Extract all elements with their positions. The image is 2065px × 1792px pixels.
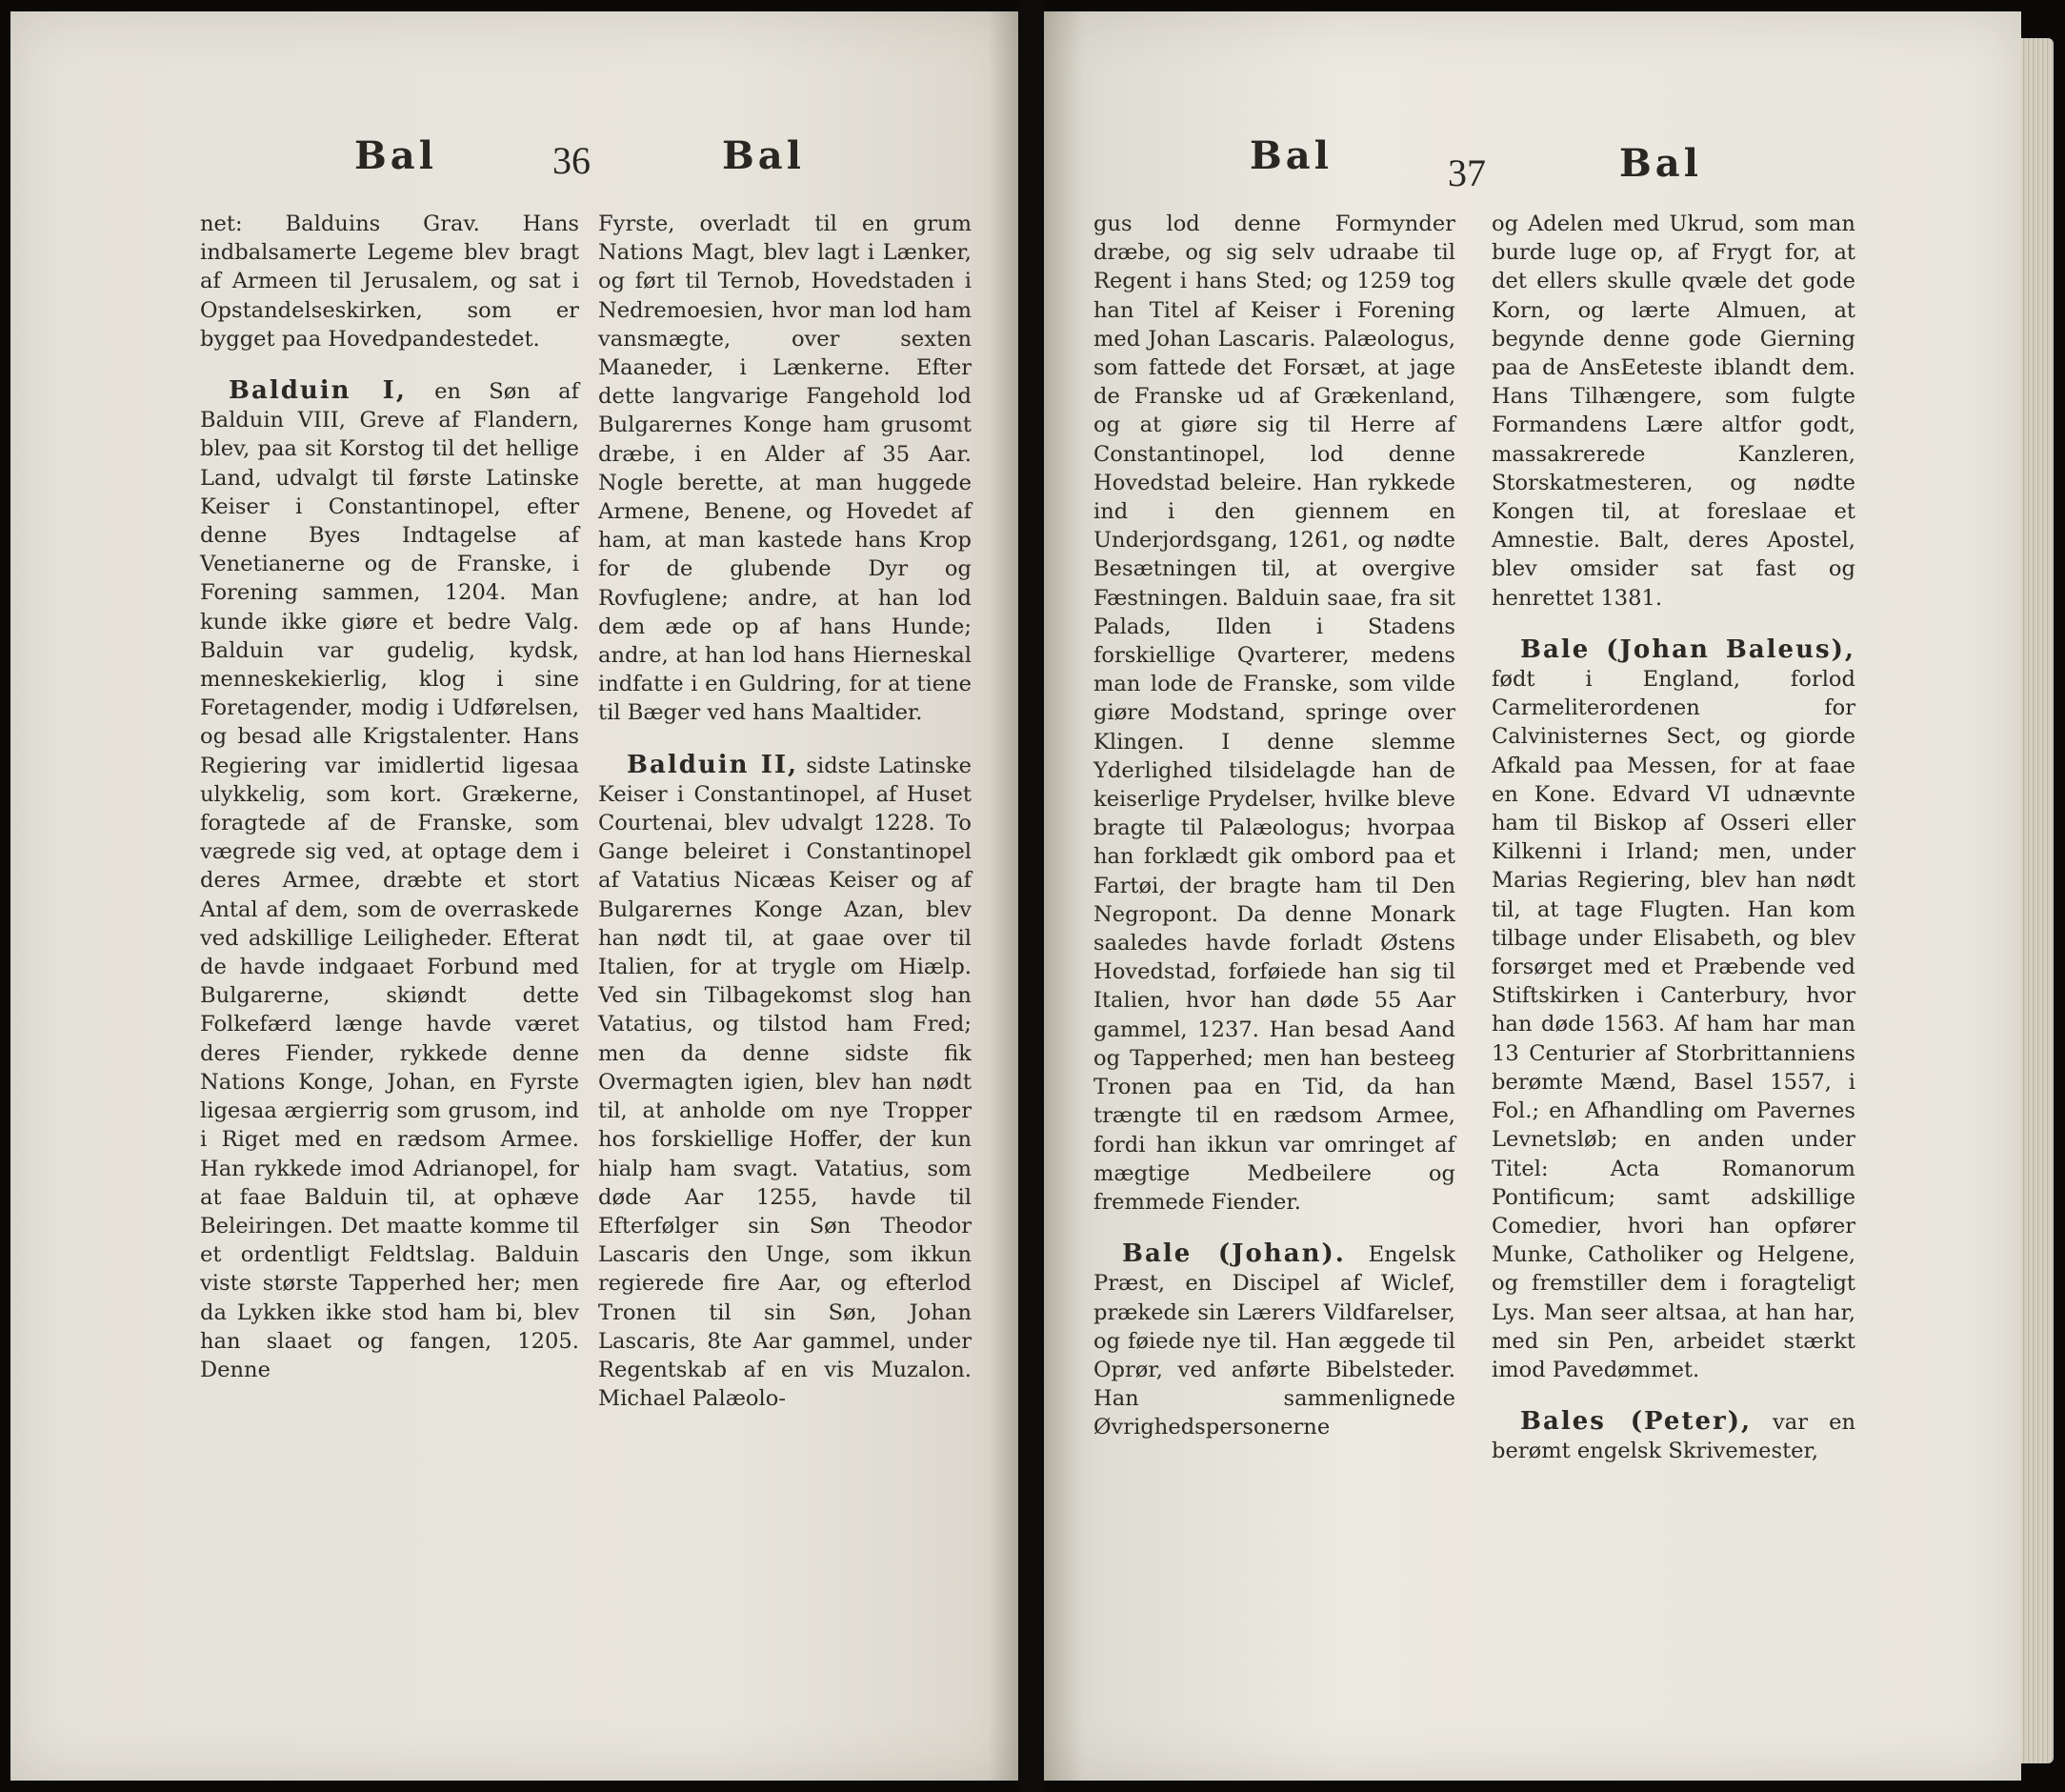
running-head-left: Bal [1250, 133, 1333, 178]
entry-text: var en berømt engelsk Skrivemester, [1492, 1410, 1855, 1464]
entry-paragraph [200, 376, 579, 1384]
entry-headword: Bales (Peter), [1520, 1407, 1753, 1437]
entry-text: en Søn af Balduin VIII, Greve af Flandern, blev, paa sit Korstog til det hellige Land, udvalgt til første Latinske Keiser i Constantinopel, efter denne Byes Indtagelse af Venetianerne og de Franske, i Forening sammen, 1204. Man kunde ikke giøre et bedre Valg. Balduin var gudelig, kydsk, menneskekierlig, klog i sine Foretagender, modig i Udførelsen, og besad alle Krigstalenter. Hans Regiering var imidlertid ligesaa ulykkelig, som kort. Grækerne, foragtede af de Franske, som vægrede sig ved, at optage dem i deres Armee, dræbte et stort Antal af dem, som de overraskede ved adskillige Leiligheder. Efterat de havde indgaaet Forbund med Bulgarerne, skiøndt dette Folkefærd længe havde været deres Fiender, rykkede denne Nations Konge, Johan, en Fyrste ligesaa ærgierrig som grusom, ind i Riget med en rædsom Armee. Han rykkede imod Adrianopel, for at faae Balduin til, at ophæve Beleiringen. Det maatte komme til et ordentligt Feldtslag. Balduin viste største Tapperhed her; men da Lykken ikke stod ham bi, blev han slaaet og fangen, 1205. Denne [200, 379, 579, 1382]
entry-headword: Bale (Johan Baleus), [1520, 634, 1855, 664]
page-edges [2021, 38, 2054, 1763]
entry-text: Fyrste, overladt til en grum Nations Magt, blev lagt i Lænker, og ført til Ternob, Hovedstaden i Nedremoesien, hvor man lod ham vansmægte, over sexten Maaneder, i Lænkerne. Efter dette langvarige Fangehold lod Bulgarernes Konge ham grusomt dræbe, i en Alder af 35 Aar. Nogle berette, at man huggede Armene, Benene, og Hovedet af ham, at man kastede hans Krop for de glubende Dyr og Rovfuglene; andre, at han lod dem æde op af hans Hunde; andre, at han lod hans Hierneskal indfatte i en Guldring, for at tiene til Bæger ved hans Maaltider. [598, 211, 972, 726]
entry-headword: Balduin II, [627, 750, 799, 779]
text-column-right-2 [1492, 210, 1855, 1466]
entry-text: gus lod denne Formynder dræbe, og sig selv udraabe til Regent i hans Sted; og 1259 tog han Titel af Keiser i Forening med Johan Lascaris. Palæologus, som fattede det Forsæt, at jage de Franske ud af Grækenland, og at giøre sig til Herre af Constantinopel, lod denne Hovedstad beleire. Han rykkede ind i den giennem en Underjordsgang, 1261, og nødte Besætningen til, at overgive Fæstningen. Balduin saae, fra sit Palads, Ilden i Stadens forskiellige Qvarterer, medens man lode de Franske, som vilde giøre Modstand, springe over Klingen. I denne slemme Yderlighed tilsidelagde han de keiserlige Prydelser, hvilke bleve bragte til Palæologus; hvorpaa han forklædt gik ombord paa et Fartøi, der bragte ham til Den Negropont. Da denne Monark saaledes havde forladt Østens Hovedstad, forføiede han sig til Italien, hvor han døde 55 Aar gammel, 1237. Han besad Aand og Tapperhed; men han besteeg Tronen paa en Tid, da han trængte til en rædsom Armee, fordi han ikkun var omringet af mægtige Medbeilere og fremmede Fiender. [1093, 211, 1455, 1215]
continuation-paragraph [1492, 210, 1855, 613]
entry-headword: Balduin I, [229, 376, 407, 406]
entry-text: Engelsk Præst, en Discipel af Wiclef, prækede sin Lærers Vildfarelser, og føiede nye til. Han æggede til Oprør, ved anførte Bibelsteder. Han sammenlignede Øvrighedspersonerne [1093, 1242, 1456, 1440]
page-number: 36 [552, 139, 591, 182]
book-gutter [1018, 0, 1044, 1792]
entry-paragraph [598, 751, 972, 1414]
text-column-left-1 [200, 210, 579, 1384]
entry-text: sidste Latinske Keiser i Constantinopel, af Huset Courtenai, blev udvalgt 1228. To Gange beleiret i Constantinopel af Vatatius Nicæas Keiser og af Bulgarernes Konge Azan, blev han nødt til, at gaae over til Italien, for at trygle om Hiælp. Ved sin Tilbagekomst slog han Vatatius, og tilstod ham Fred; men da denne sidste fik Overmagten igien, blev han nødt til, at anholde om nye Tropper hos forskiellige Hoffer, der kun hialp ham svagt. Vatatius, som døde Aar 1255, havde til Efterfølger sin Søn Theodor Lascaris den Unge, som ikkun regierede fire Aar, og efterlod Tronen til sin Søn, Johan Lascaris, 8te Aar gammel, under Regentskab af en vis Muzalon. Michael Palæolo- [598, 753, 972, 1412]
text-column-left-2 [598, 210, 972, 1413]
entry-headword: Bale (Johan). [1122, 1239, 1346, 1269]
entry-paragraph [1492, 635, 1855, 1384]
entry-paragraph [1093, 1239, 1455, 1441]
running-head-left: Bal [354, 133, 437, 178]
continuation-paragraph [598, 210, 972, 728]
continuation-paragraph [1093, 210, 1455, 1217]
entry-paragraph [1492, 1407, 1855, 1465]
running-head-right: Bal [1619, 141, 1702, 186]
entry-text: og Adelen med Ukrud, som man burde luge op, af Frygt for, at det ellers skulle qvæle det gode Korn, og lærte Almuen, at begynde denne gode Gierning paa de AnsEeteste iblandt dem. Hans Tilhængere, som fulgte Formandens Lære altfor godt, massakrerede Kanzleren, Storskatmesteren, og nødte Kongen til, at foreslaae et Amnestie. Balt, deres Apostel, blev omsider sat fast og henrettet 1381. [1492, 211, 1855, 611]
entry-text: født i England, forlod Carmeliterordenen for Calvinisternes Sect, og giorde Afkald paa Messen, for at faae en Kone. Edvard VI udnævnte ham til Biskop af Osseri eller Kilkenni i Irland; men, under Marias Regiering, blev han nødt til, at tage Flugten. Han kom tilbage under Elisabeth, og blev forsørget med et Præbende ved Stiftskirken i Canterbury, hvor han døde 1563. Af ham har man 13 Centurier af Storbrittanniens berømte Mænd, Basel 1557, i Fol.; en Afhandling om Pavernes Levnetsløb; en anden under Titel: Acta Romanorum Pontificum; samt adskillige Comedier, hvori han opfører Munke, Catholiker og Helgene, og fremstiller dem i foragteligt Lys. Man seer altsaa, at han har, med sin Pen, arbeidet stærkt imod Pavedømmet. [1492, 667, 1855, 1382]
running-head-right: Bal [722, 133, 805, 178]
entry-text: net: Balduins Grav. Hans indbalsamerte Legeme blev bragt af Armeen til Jerusalem, og sat i Opstandelseskirken, som er bygget paa Hovedpandestedet. [200, 211, 579, 352]
page-number: 37 [1448, 151, 1486, 194]
continuation-paragraph [200, 210, 579, 353]
text-column-right-1 [1093, 210, 1455, 1442]
